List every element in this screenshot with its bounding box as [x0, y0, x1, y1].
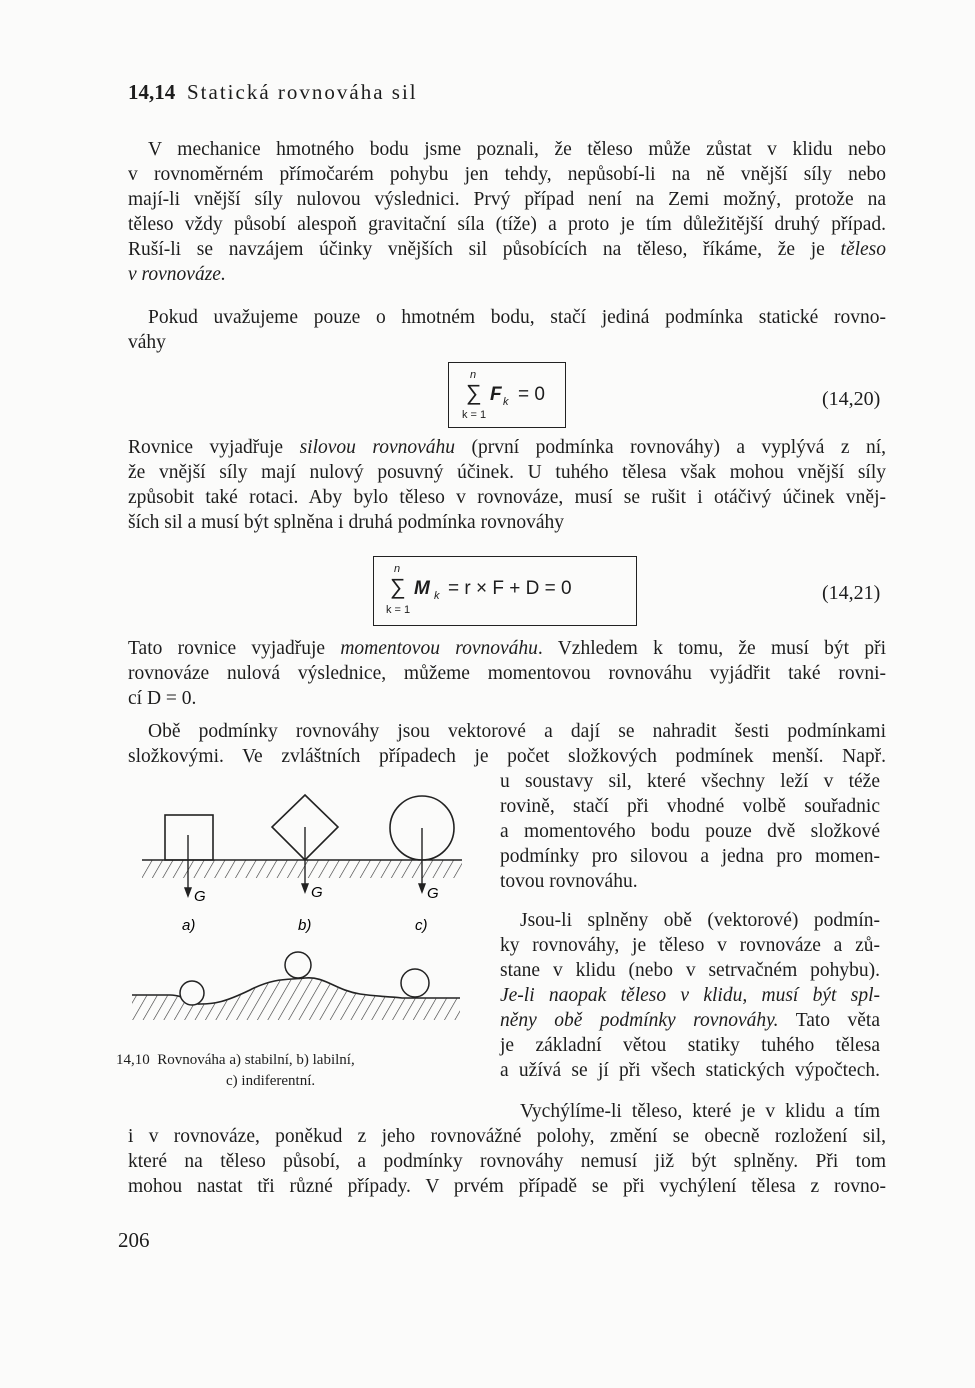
rcol2-text: Tato věta — [795, 1010, 881, 1031]
rcol-line: tovou rovnováhu. — [500, 871, 638, 892]
p3-italic: silovou rovnováhu — [299, 437, 456, 458]
eq2-sum-bottom: k = 1 — [386, 604, 411, 616]
ground-hatching — [142, 860, 462, 878]
rcol-line: rovině, stačí při vhodné volbě souřadnic — [500, 796, 880, 817]
p6-line: i v rovnováze, poněkud z jeho rovnovážné polohy, změní se obecně rozložení sil, — [128, 1126, 886, 1147]
p6-line: které na těleso působí, a podmínky rovnováhy nemusí již být splněny. Při tom — [128, 1151, 886, 1172]
p1-line-italic: v rovnováze. — [128, 264, 226, 285]
rcol2-italic: něny obě podmínky rovnováhy. — [500, 1010, 779, 1031]
rcol2-line-italic: Je-li naopak těleso v klidu, musí být spl- — [500, 985, 880, 1006]
p3-text: Rovnice vyjadřuje — [128, 437, 300, 458]
p2-line: Pokud uvažujeme pouze o hmotném bodu, stačí jediná podmínka statické rovno- — [148, 307, 886, 328]
section-number: 14,14 — [128, 80, 176, 104]
p3-line — [128, 435, 886, 460]
p1-line-text: Ruší-li se navzájem účinky vnějších sil působících na těleso, říkáme, že je — [128, 239, 825, 260]
eq1-sub: k — [503, 396, 509, 408]
p1-italic-word: těleso — [840, 239, 887, 260]
rcol3-line: Vychýlíme-li těleso, které je v klidu a tím — [520, 1101, 880, 1122]
eq2-label: (14,21) — [822, 582, 881, 604]
p1-line: V mechanice hmotného bodu jsme poznali, že těleso může zůstat v klidu nebo — [148, 139, 886, 160]
right-column-2 — [500, 908, 880, 1083]
paragraph-2 — [128, 305, 886, 355]
p4-text: Tato rovnice vyjadřuje — [128, 638, 341, 659]
p1-line: těleso vždy působí alespoň gravitační síla (tíže) a proto je tím důležitější druhý případ. — [128, 214, 886, 235]
right-column-3 — [500, 1099, 880, 1124]
p4-line: cí D = 0. — [128, 688, 197, 709]
ball-flat — [401, 969, 429, 997]
rcol2-line: stane v klidu (nebo v setrvačném pohybu). — [500, 960, 880, 981]
eq2-sum-top: n — [394, 563, 401, 575]
rcol2-line: a užívá se jí při všech statických výpočtech. — [500, 1060, 880, 1081]
label-c: c) — [415, 917, 428, 934]
p3-line: ších sil a musí být splněna i druhá podmínka rovnováhy — [128, 512, 564, 533]
rcol2-line: Jsou-li splněny obě (vektorové) podmín- — [520, 910, 880, 931]
figure-caption — [116, 1050, 476, 1092]
force-label: G — [194, 888, 206, 905]
rcol2-line — [500, 1008, 880, 1033]
force-label: G — [427, 885, 439, 902]
paragraph-3 — [128, 435, 886, 535]
paragraph-1 — [128, 137, 886, 287]
section-title: Statická rovnováha sil — [187, 80, 418, 104]
p3-text: (první podmínka rovnováhy) a vyplývá z ní, — [455, 437, 886, 458]
eq2-sum-symbol: ∑ — [390, 574, 406, 599]
eq1-sum-bottom: k = 1 — [462, 409, 487, 421]
caption-text: Rovnováha a) stabilní, b) labilní, — [157, 1052, 355, 1068]
paragraph-5 — [128, 719, 886, 769]
p1-line: mají-li vnější síly nulovou výslednici. Prvý případ není na Zemi možný, protože na — [128, 189, 886, 210]
caption-number: 14,10 — [116, 1052, 150, 1068]
p4-line — [128, 636, 886, 661]
eq1-force: F — [490, 384, 502, 405]
p6-line: mohou nastat tři různé případy. V prvém případě se při vychýlení tělesa z rovno- — [128, 1176, 886, 1197]
paragraph-4 — [128, 636, 886, 711]
rcol2-line: je základní větou statiky tuhého tělesa — [500, 1035, 880, 1056]
label-a: a) — [182, 917, 196, 934]
rcol2-line: ky rovnováhy, je těleso v rovnováze a zů- — [500, 935, 880, 956]
right-column-1 — [500, 769, 880, 894]
eq1-sum-symbol: ∑ — [466, 380, 482, 405]
rcol-line: podmínky pro silovou a jedna pro momen- — [500, 846, 880, 867]
force-label: G — [311, 884, 323, 901]
equilibrium-figure — [130, 790, 480, 1040]
p4-italic: momentovou rovnováhu — [340, 638, 538, 659]
p4-text: . Vzhledem k tomu, že musí být při — [537, 638, 886, 659]
p5-line: složkovými. Ve zvláštních případech je počet složkových podmínek menší. Např. — [128, 746, 886, 767]
block-stable — [165, 815, 213, 860]
eq2-sub: k — [434, 590, 440, 602]
eq2-rhs: = r × F + D = 0 — [448, 578, 572, 599]
p5-line: Obě podmínky rovnováhy jsou vektorové a dají se nahradit šesti podmínkami — [148, 721, 886, 742]
page-number: 206 — [118, 1228, 150, 1252]
p2-line: váhy — [128, 332, 166, 353]
paragraph-6 — [128, 1124, 886, 1199]
p4-line: rovnováze nulová výslednice, můžeme momentovou rovnováhu vyjádřit také rovni- — [128, 663, 886, 684]
p1-line: v rovnoměrném přímočarém pohybu jen tehdy, nepůsobí-li na ně vnější síly nebo — [128, 164, 886, 185]
p3-line: že vnější síly mají nulový posuvný účinek. U tuhého tělesa však mohou vnější síly — [128, 462, 886, 483]
caption-line-1 — [116, 1050, 476, 1071]
eq1-sum-top: n — [470, 369, 477, 381]
rcol-line: a momentového bodu pouze dvě složkové — [500, 821, 880, 842]
section-heading — [128, 80, 418, 105]
ball-hill — [285, 952, 311, 978]
p1-line — [128, 237, 886, 262]
label-b: b) — [298, 917, 312, 934]
eq2-moment: M — [414, 578, 430, 599]
p3-line: způsobit také rotaci. Aby bylo těleso v rovnováze, musí se rušit i otáčivý účinek vněj- — [128, 487, 886, 508]
caption-line-2: c) indiferentní. — [226, 1073, 316, 1089]
rcol-line: u soustavy sil, které všechny leží v téže — [500, 771, 880, 792]
ball-valley — [180, 981, 204, 1005]
eq1-label: (14,20) — [822, 388, 881, 410]
eq1-rhs: = 0 — [518, 384, 545, 405]
